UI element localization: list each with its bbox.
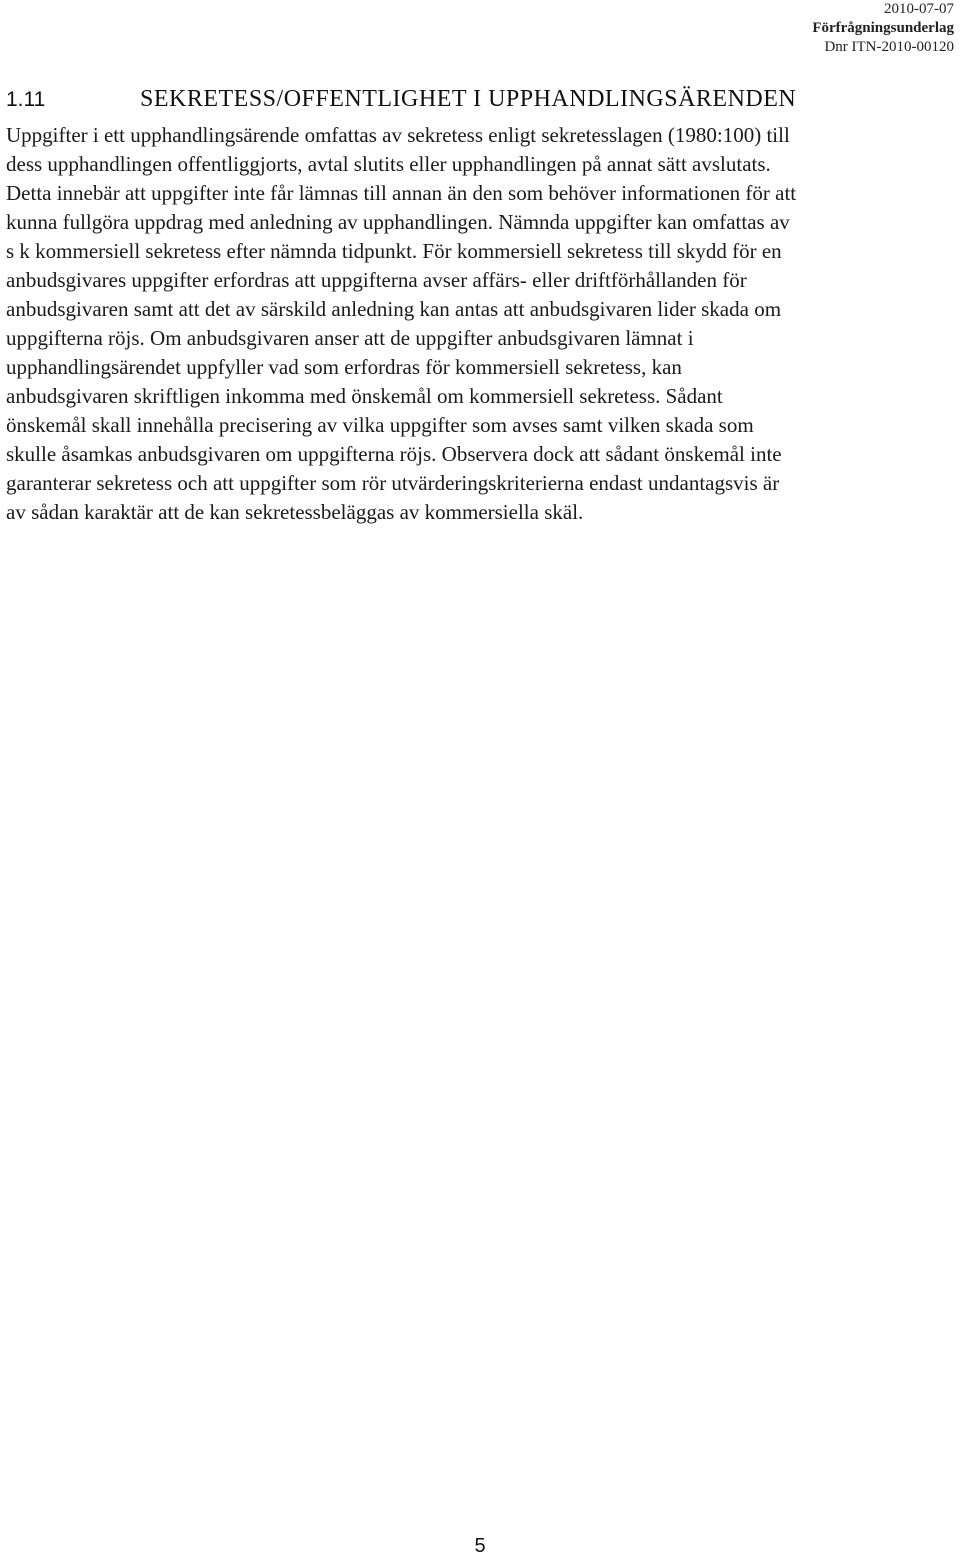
body-line: Detta innebär att uppgifter inte får lämnas till annan än den som behöver informationen för att [6, 181, 797, 205]
header-reference: Dnr ITN-2010-00120 [824, 39, 954, 55]
body-line: önskemål skall innehålla precisering av vilka uppgifter som avses samt vilken skada som [6, 413, 754, 437]
body-line: skulle åsamkas anbudsgivaren om uppgifterna röjs. Observera dock att sådant önskemål inte [6, 442, 782, 466]
body-line: anbudsgivaren samt att det av särskild anledning kan antas att anbudsgivaren lider skada om [6, 297, 782, 321]
body-line: anbudsgivares uppgifter erfordras att uppgifterna avser affärs‐ eller driftförhållanden för [6, 268, 747, 292]
page-number: 5 [474, 1535, 486, 1557]
body-line: Uppgifter i ett upphandlingsärende omfattas av sekretess enligt sekretesslagen (1980:100) till [6, 123, 790, 147]
section-body [6, 121, 956, 527]
header-date: 2010-07-07 [884, 1, 954, 17]
body-line: dess upphandlingen offentliggjorts, avtal slutits eller upphandlingen på annat sätt avslutats. [6, 152, 771, 176]
section-heading [6, 84, 956, 115]
document-header [812, 0, 954, 57]
body-line: kunna fullgöra uppdrag med anledning av upphandlingen. Nämnda uppgifter kan omfattas av [6, 210, 790, 234]
body-line: s k kommersiell sekretess efter nämnda tidpunkt. För kommersiell sekretess till skydd för en [6, 239, 782, 263]
section-title: SEKRETESS/OFFENTLIGHET I UPPHANDLINGSÄRENDEN [140, 86, 797, 112]
body-line: garanterar sekretess och att uppgifter som rör utvärderingskriterierna endast undantagsvis är [6, 471, 780, 495]
body-line: av sådan karaktär att de kan sekretessbeläggas av kommersiella skäl. [6, 500, 584, 524]
body-line: upphandlingsärendet uppfyller vad som erfordras för kommersiell sekretess, kan [6, 355, 682, 379]
header-doc-type: Förfrågningsunderlag [812, 20, 954, 36]
body-line: anbudsgivaren skriftligen inkomma med önskemål om kommersiell sekretess. Sådant [6, 384, 723, 408]
body-line: uppgifterna röjs. Om anbudsgivaren anser att de uppgifter anbudsgivaren lämnat i [6, 326, 694, 350]
section-number: 1.11 [6, 88, 46, 111]
